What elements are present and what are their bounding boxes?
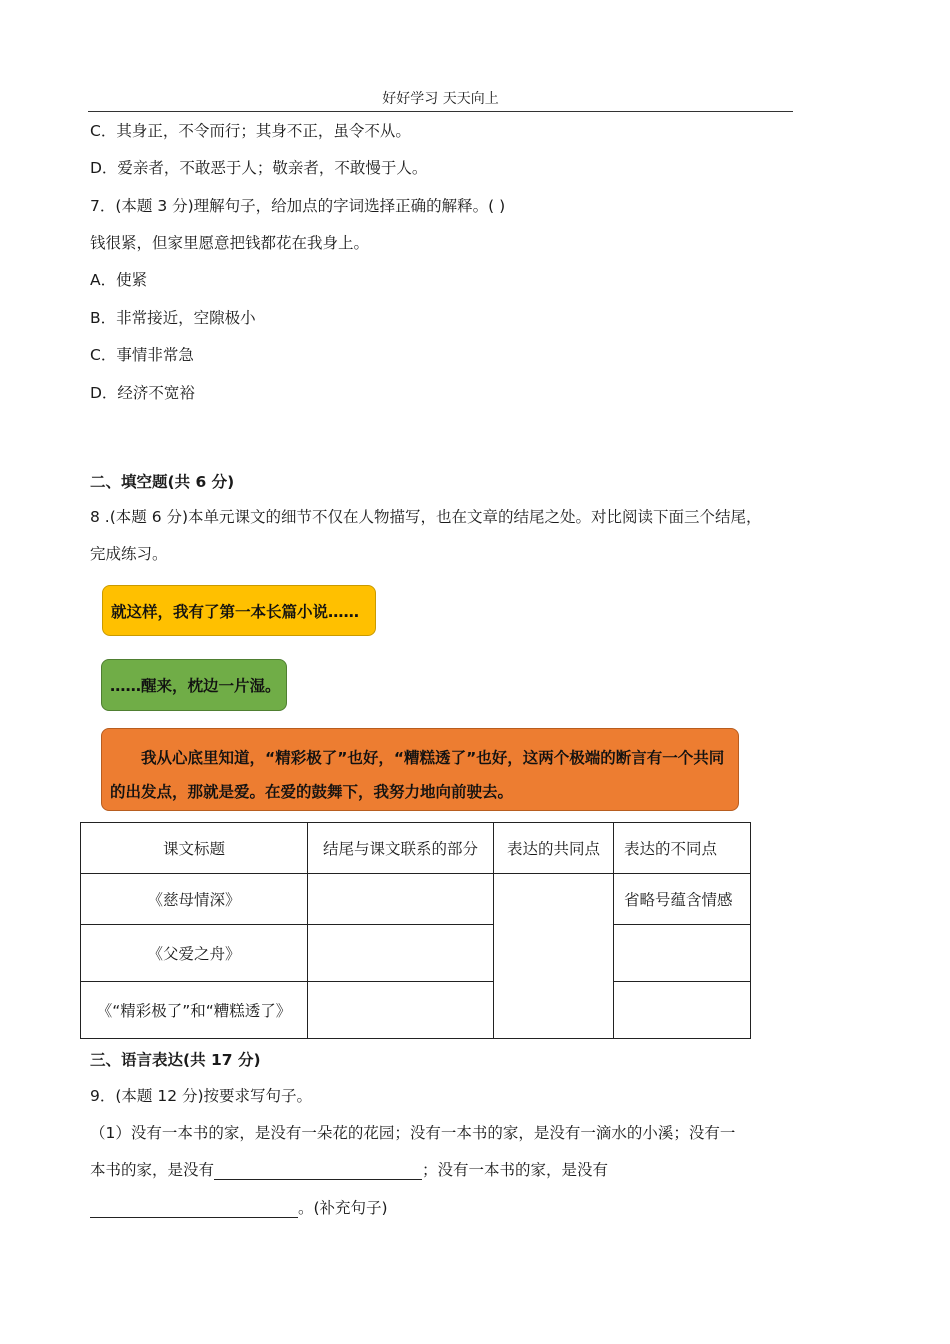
q7-stem: 7．(本题 3 分)理解句子，给加点的字词选择正确的解释。( ) [90,197,506,215]
table-title-cell: 《慈母情深》 [81,874,308,925]
q8-stem-line1: 8 .(本题 6 分)本单元课文的细节不仅在人物描写，也在文章的结尾之处。对比阅读下面三个结尾， [90,508,762,526]
answer-blank-1[interactable] [214,1161,422,1180]
table-diff-cell: 省略号蕴含情感 [614,874,751,925]
table-title-cell: 《父爱之舟》 [81,925,308,982]
table-header-cell: 课文标题 [81,823,308,874]
callout-yellow: 就这样，我有了第一本长篇小说…… [102,585,376,636]
table-common-cell[interactable] [494,874,614,1039]
table-answer-cell[interactable] [308,874,494,925]
q9-stem: 9．(本题 12 分)按要求写句子。 [90,1087,313,1105]
table-row [81,925,751,982]
table-header-row [81,823,751,874]
q9-part1-line2 [90,1158,608,1180]
q9-text: ；没有一本书的家，是没有 [422,1161,609,1179]
table-header-cell: 表达的不同点 [614,823,751,874]
table-title-cell: 《“精彩极了”和“糟糕透了》 [81,982,308,1039]
callout-orange: 我从心底里知道，“精彩极了”也好，“糟糕透了”也好，这两个极端的断言有一个共同的出发点，那就是爱。在爱的鼓舞下，我努力地向前驶去。 [101,728,739,811]
q6-option-d: D．爱亲者，不敢恶于人；敬亲者，不敢慢于人。 [90,159,428,177]
header-divider [88,111,793,112]
table-row [81,982,751,1039]
q7-option-b[interactable]: B．非常接近，空隙极小 [90,309,256,327]
table-answer-cell[interactable] [308,982,494,1039]
table-answer-cell[interactable] [308,925,494,982]
table-diff-cell[interactable] [614,982,751,1039]
table-header-cell: 结尾与课文联系的部分 [308,823,494,874]
callout-green: ……醒来，枕边一片湿。 [101,659,287,711]
comparison-table [80,822,751,1039]
q9-text: 。(补充句子) [298,1199,388,1217]
table-diff-cell[interactable] [614,925,751,982]
q7-option-c[interactable]: C．事情非常急 [90,346,194,364]
q8-stem-line2: 完成练习。 [90,545,168,563]
q9-text: 本书的家，是没有 [90,1161,215,1179]
section-3-title: 三、语言表达(共 17 分) [90,1051,261,1069]
q7-sentence: 钱很紧，但家里愿意把钱都花在我身上。 [90,234,370,252]
q6-option-c: C．其身正，不令而行；其身不正，虽令不从。 [90,122,411,140]
answer-blank-2[interactable] [90,1199,298,1218]
table-header-cell: 表达的共同点 [494,823,614,874]
q9-part1-line3 [90,1196,388,1218]
section-2-title: 二、填空题(共 6 分) [90,473,235,491]
q7-option-d[interactable]: D．经济不宽裕 [90,384,195,402]
q7-option-a[interactable]: A．使紧 [90,271,148,289]
table-row [81,874,751,925]
page-header: 好好学习 天天向上 [382,91,499,107]
q9-part1-line1: （1）没有一本书的家，是没有一朵花的花园；没有一本书的家，是没有一滴水的小溪；没有一 [90,1124,736,1142]
